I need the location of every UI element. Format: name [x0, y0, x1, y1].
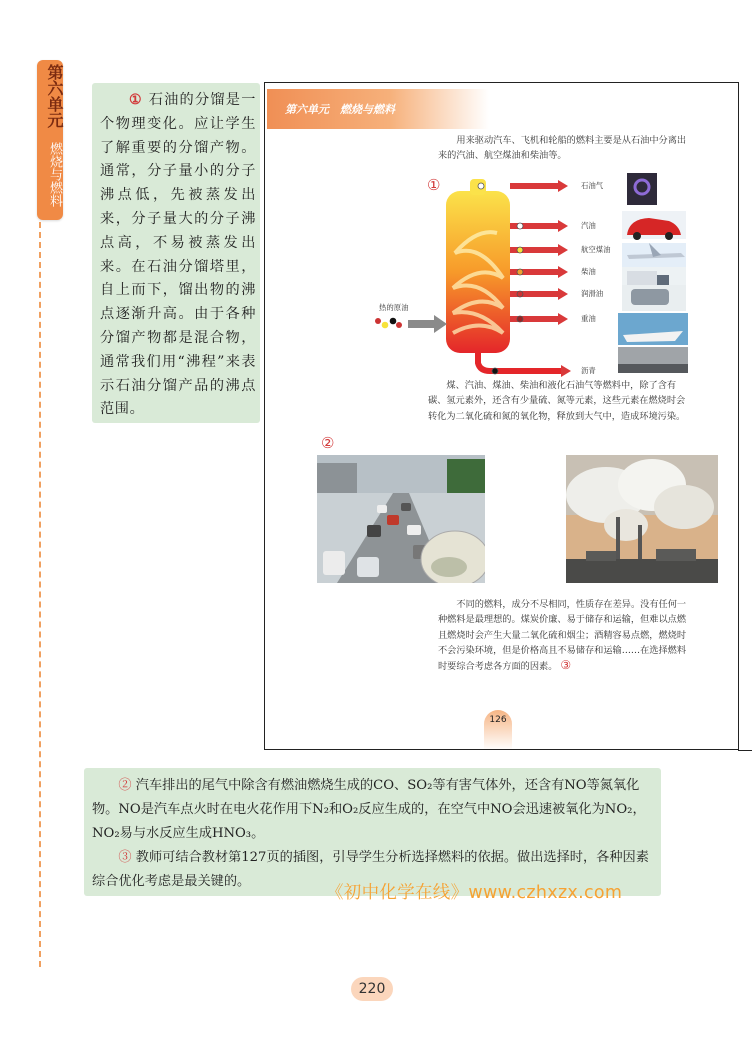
distillation-diagram — [265, 83, 739, 383]
textbook-para-3 — [438, 597, 690, 674]
product-label: 重油 — [581, 314, 596, 323]
note2-marker-2: ② — [118, 778, 132, 793]
unit-tab — [37, 60, 63, 220]
textbook-page — [264, 82, 739, 750]
product-label: 柴油 — [581, 267, 596, 276]
product-label: 沥青 — [581, 366, 596, 375]
textbook-page-number — [484, 710, 512, 750]
note2-marker-3: ③ — [118, 850, 132, 865]
product-label: 航空煤油 — [581, 245, 611, 254]
para3-marker: ③ — [560, 658, 572, 673]
note2-text-3: 教师可结合教材第127页的插图，引导学生分析选择燃料的依据。做出选择时，各种因素综合优化考虑是最关键的。 — [92, 850, 649, 889]
note1-text: 石油的分馏是一个物理变化。应让学生了解重要的分馏产物。通常，分子量小的分子沸点低，先被蒸发出来，分子量大的分子沸点高，不易被蒸发出来。在石油分馏塔里，自上而下，馏出物的沸点逐渐升高。由于各种分馏产物都是混合物，通常我们用“沸程”来表示石油分馏产品的沸点范围。 — [100, 92, 256, 418]
product-label: 汽油 — [581, 221, 596, 230]
note2-para-2 — [92, 774, 653, 846]
page-edge — [738, 82, 752, 751]
product-label: 润滑油 — [581, 289, 604, 298]
note1-marker: ① — [128, 92, 143, 108]
photo-marker: ② — [321, 434, 335, 452]
teacher-note-1 — [92, 83, 260, 423]
textbook-para-1: 用来驱动汽车、飞机和轮船的燃料主要是从石油中分离出来的汽油、航空煤油和柴油等。 — [438, 135, 687, 162]
factory-smoke-photo — [566, 455, 718, 583]
margin-dashed-line — [39, 222, 41, 967]
watermark: 《初中化学在线》www.czhxzx.com — [326, 883, 623, 903]
crude-oil-label: 热的原油 — [379, 303, 409, 312]
unit-topic: 燃烧与燃料 — [47, 142, 62, 207]
diagram-marker: ① — [427, 176, 441, 194]
textbook-para-2: 煤、汽油、煤油、柴油和液化石油气等燃料中，除了含有碳、氢元素外，还含有少量硫、氮等元素，这些元素在燃烧时会转化为二氧化硫和氮的氧化物，释放到大气中，造成环境污染。 — [428, 380, 686, 422]
traffic-photo — [317, 455, 485, 583]
note2-text-2: 汽车排出的尾气中除含有燃油燃烧生成的CO、SO₂等有害气体外，还含有NO等氮氧化物。NO是汽车点火时在电火花作用下N₂和O₂反应生成的，在空气中NO会迅速被氧化为NO₂，NO₂易与水反应生成HNO₃。 — [92, 778, 646, 841]
unit-title: 第六单元 — [45, 64, 64, 128]
textbook-page-number-text: 126 — [489, 715, 507, 725]
textbook-para-3-text: 不同的燃料，成分不尽相同，性质存在差异。没有任何一种燃料是最理想的。煤炭价廉、易于储存和运输，但难以点燃且燃烧时会产生大量二氧化硫和烟尘；酒精容易点燃，燃烧时不会污染环境，但是价格高且不易储存和运输……在选择燃料时要综合考虑各方面的因素。 — [438, 599, 687, 673]
page-number: 220 — [351, 977, 393, 1001]
product-label: 石油气 — [581, 181, 604, 190]
teacher-note-2 — [84, 768, 661, 896]
chapter-banner-title: 第六单元 燃烧与燃料 — [285, 103, 395, 116]
